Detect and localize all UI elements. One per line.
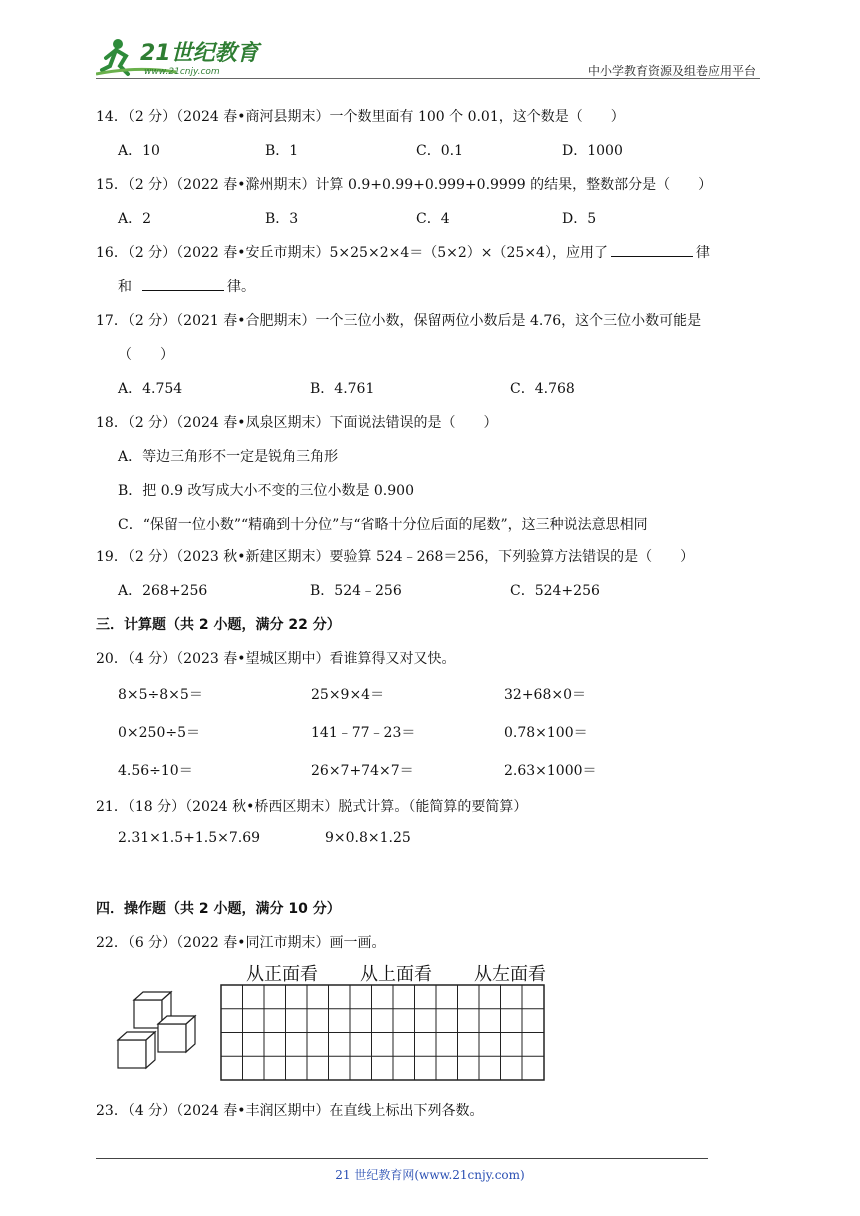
svg-text:www.21cnjy.com: www.21cnjy.com (144, 67, 220, 77)
question-21-stem: 21．（18 分）（2024 秋•桥西区期末）脱式计算。（能简算的要简算） (96, 799, 528, 815)
section-4-heading: 四．操作题（共 2 小题，满分 10 分） (96, 901, 341, 917)
q16-blank-2[interactable] (142, 276, 224, 291)
q17-option-c: C．4.768 (510, 381, 575, 397)
q16-line2-end: 律。 (227, 279, 255, 295)
q20-item-2-2: 141﹣77﹣23＝ (311, 725, 416, 741)
q20-item-1-1: 8×5÷8×5＝ (118, 687, 203, 703)
q16-stem-end: 律 (695, 245, 710, 261)
q19-option-a: A．268+256 (118, 583, 208, 599)
q17-answer-paren: （ ） (118, 347, 174, 363)
q21-item-1: 2.31×1.5+1.5×7.69 (118, 830, 261, 846)
question-17-stem: 17．（2 分）（2021 春•合肥期末）一个三位小数，保留两位小数后是 4.76，这个三位小数可能是 (96, 313, 702, 329)
q20-item-3-3: 2.63×1000＝ (504, 763, 597, 779)
q15-option-a: A．2 (118, 211, 152, 227)
question-19-stem: 19．（2 分）（2023 秋•新建区期末）要验算 524﹣268＝256，下列验算方法错误的是（ ） (96, 549, 695, 565)
site-logo (96, 36, 266, 78)
q15-option-d: D．5 (562, 211, 597, 227)
q19-option-b: B．524﹣256 (310, 583, 402, 599)
q16-stem-text: 16．（2 分）（2022 春•安丘市期末）5×25×2×4＝（5×2）×（25×4），应用了 (96, 245, 608, 261)
question-23-stem: 23．（4 分）（2024 春•丰润区期中）在直线上标出下列各数。 (96, 1103, 484, 1119)
footer-site-link[interactable]: 21 世纪教育网(www.21cnjy.com) (335, 1168, 525, 1182)
q16-line2-start: 和 (118, 279, 132, 295)
question-22-stem: 22．（6 分）（2022 春•同江市期末）画一画。 (96, 935, 386, 951)
q20-item-1-3: 32+68×0＝ (504, 687, 586, 703)
header-platform-text: 中小学教育资源及组卷应用平台 (587, 64, 756, 78)
q14-option-b: B．1 (265, 143, 299, 159)
question-16-stem (96, 242, 710, 262)
question-18-stem: 18．（2 分）（2024 春•凤泉区期末）下面说法错误的是（ ） (96, 415, 498, 431)
question-15-stem: 15．（2 分）（2022 春•滁州期末）计算 0.9+0.99+0.999+0.9999 的结果，整数部分是（ ） (96, 177, 713, 193)
q20-item-2-1: 0×250÷5＝ (118, 725, 200, 741)
q14-option-c: C．0.1 (416, 143, 463, 159)
q21-item-2: 9×0.8×1.25 (325, 830, 411, 846)
question-16-line2 (118, 276, 255, 296)
stacked-cubes-figure (110, 990, 210, 1074)
view-label-top: 从上面看 (360, 964, 432, 985)
q20-item-3-2: 26×7+74×7＝ (311, 763, 414, 779)
q20-item-1-2: 25×9×4＝ (311, 687, 385, 703)
question-14-stem: 14．（2 分）（2024 春•商河县期末）一个数里面有 100 个 0.01，这个数是（ ） (96, 109, 625, 125)
view-label-front: 从正面看 (246, 964, 318, 985)
q17-option-b: B．4.761 (310, 381, 375, 397)
q14-option-a: A．10 (118, 143, 160, 159)
footer-divider (96, 1158, 708, 1159)
q19-option-c: C．524+256 (510, 583, 600, 599)
q15-option-b: B．3 (265, 211, 299, 227)
runner-logo-icon (96, 36, 266, 78)
question-20-stem: 20．（4 分）（2023 春•望城区期中）看谁算得又对又快。 (96, 651, 456, 667)
view-label-left: 从左面看 (474, 964, 546, 985)
q20-item-2-3: 0.78×100＝ (504, 725, 588, 741)
q20-item-3-1: 4.56÷10＝ (118, 763, 193, 779)
q17-option-a: A．4.754 (118, 381, 183, 397)
q18-option-c: C．“保留一位小数”“精确到十分位”与“省略十分位后面的尾数”，这三种说法意思相同 (118, 517, 648, 533)
q15-option-c: C．4 (416, 211, 450, 227)
q14-option-d: D．1000 (562, 143, 623, 159)
q18-option-b: B．把 0.9 改写成大小不变的三位小数是 0.900 (118, 483, 414, 499)
q18-option-a: A．等边三角形不一定是锐角三角形 (118, 449, 339, 465)
drawing-grid[interactable] (220, 984, 546, 1082)
svg-text:21世纪教育: 21世纪教育 (140, 41, 259, 66)
section-3-heading: 三．计算题（共 2 小题，满分 22 分） (96, 617, 341, 633)
header-divider (96, 78, 760, 79)
q16-blank-1[interactable] (611, 242, 693, 257)
